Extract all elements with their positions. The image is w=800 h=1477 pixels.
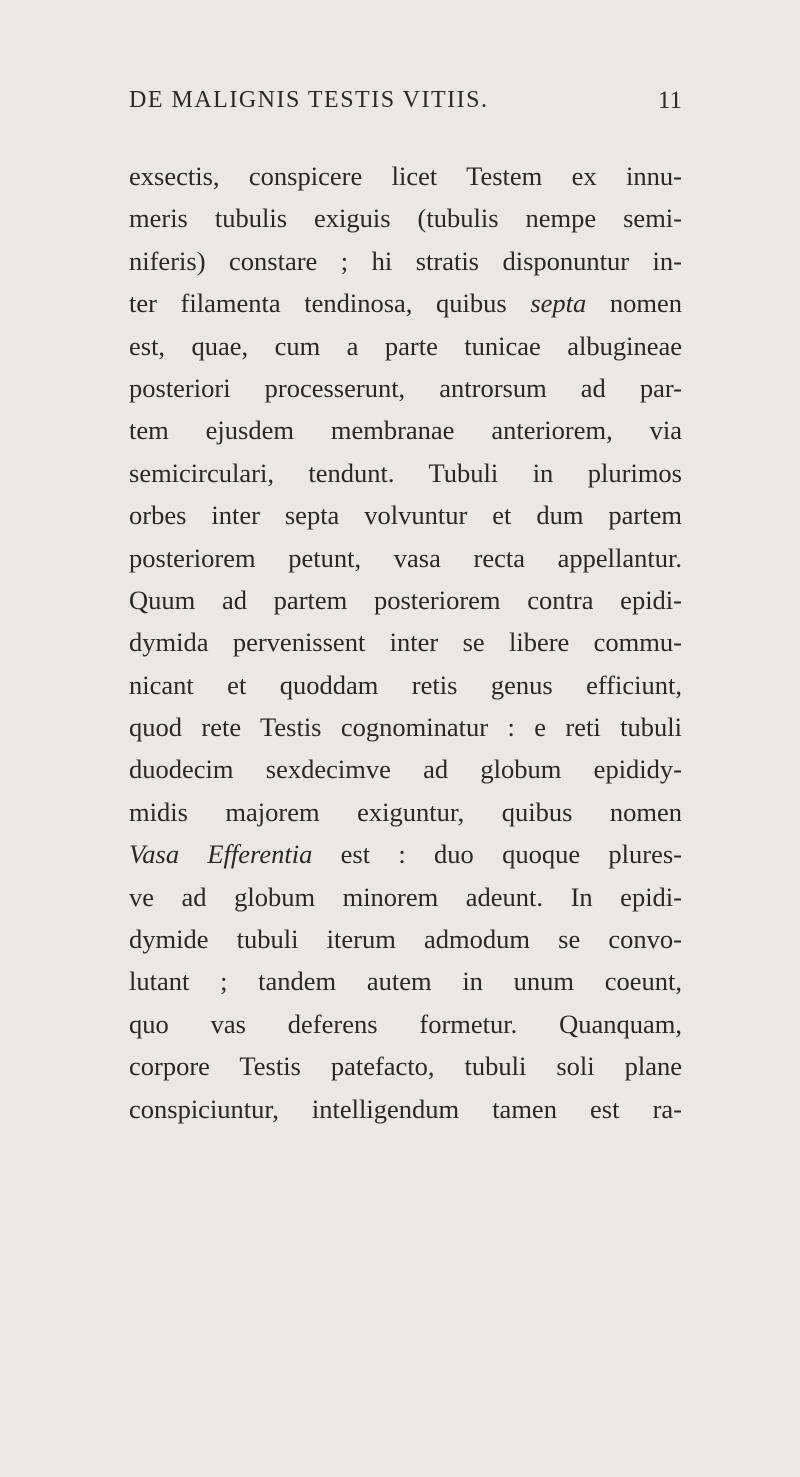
text-line: Quum ad partem posteriorem contra epidi- xyxy=(129,584,682,615)
text-line: tem ejusdem membranae anteriorem, via xyxy=(129,415,682,446)
text-line: orbes inter septa volvuntur et dum partem xyxy=(129,500,682,531)
text-line: semicirculari, tendunt. Tubuli in plurimos xyxy=(129,457,682,488)
text-line: quod rete Testis cognominatur : e reti tubuli xyxy=(129,712,682,743)
text-line: ve ad globum minorem adeunt. In epidi- xyxy=(129,881,682,912)
text-line: exsectis, conspicere licet Testem ex innu- xyxy=(129,161,682,191)
text-line: meris tubulis exiguis (tubulis nempe semi- xyxy=(129,203,682,234)
text-line: posteriorem petunt, vasa recta appellantur. xyxy=(129,542,682,573)
text-segment: est : duo quoque plures- xyxy=(312,839,682,870)
text-line: nicant et quoddam retis genus efficiunt, xyxy=(129,669,682,700)
text-line: corpore Testis patefacto, tubuli soli plane xyxy=(129,1051,682,1082)
body-text xyxy=(129,155,682,1130)
text-line: lutant ; tandem autem in unum coeunt, xyxy=(129,966,682,997)
text-line: posteriori processerunt, antrorsum ad par- xyxy=(129,372,682,403)
text-line: est, quae, cum a parte tunicae albugineae xyxy=(129,330,682,361)
text-line xyxy=(129,833,682,875)
text-line: midis majorem exiguntur, quibus nomen xyxy=(129,796,682,827)
italic-term: Vasa Efferentia xyxy=(129,839,313,870)
running-title: DE MALIGNIS TESTIS VITIIS. xyxy=(129,87,489,113)
running-head xyxy=(129,87,682,121)
text-line: conspiciuntur, intelligendum tamen est ra- xyxy=(129,1093,682,1124)
text-line: dymida pervenissent inter se libere commu- xyxy=(129,627,682,658)
text-line xyxy=(129,282,682,324)
page-number: 11 xyxy=(657,87,682,114)
text-line: niferis) constare ; hi stratis disponuntur in- xyxy=(129,245,682,276)
italic-term: septa xyxy=(530,288,587,319)
text-line: quo vas deferens formetur. Quanquam, xyxy=(129,1008,682,1039)
text-line: dymide tubuli iterum admodum se convo- xyxy=(129,924,682,955)
text-segment: nomen xyxy=(586,288,683,319)
text-line: duodecim sexdecimve ad globum epididy- xyxy=(129,754,682,785)
text-segment: ter filamenta tendinosa, quibus xyxy=(129,288,531,319)
